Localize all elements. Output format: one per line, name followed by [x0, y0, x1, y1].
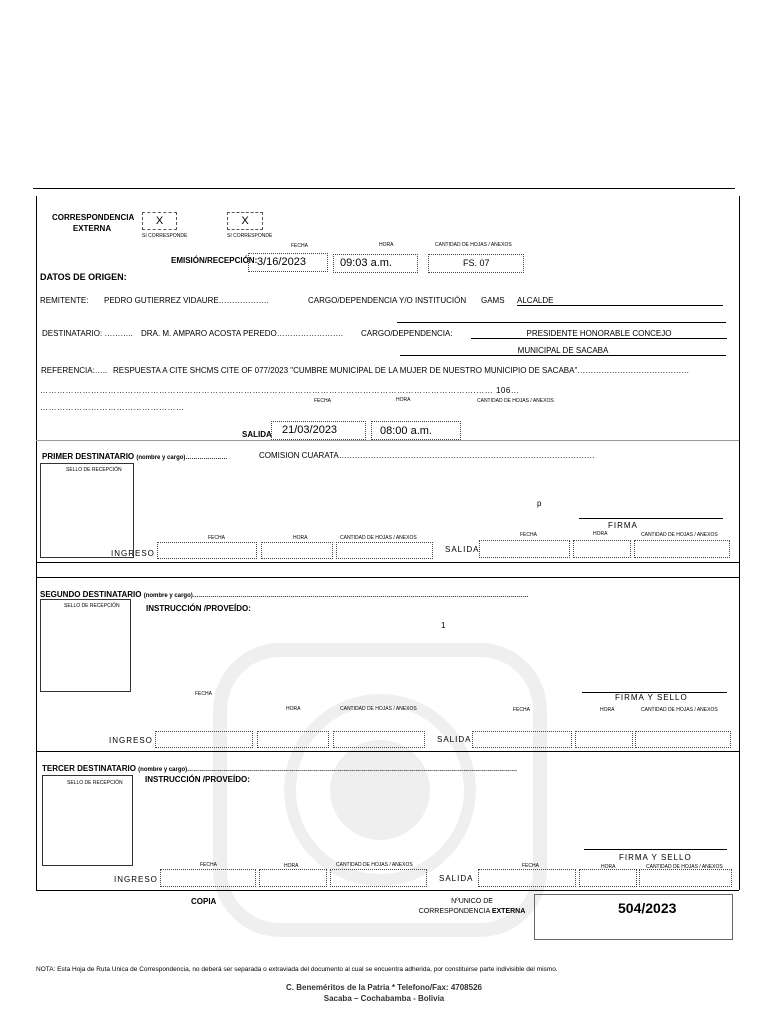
emision-fecha-value: 3/16/2023 [257, 256, 306, 268]
origen-separator [36, 440, 739, 441]
tercer-instruccion-label: INSTRUCCIÓN /PROVEÍDO: [145, 775, 250, 784]
primer-sello-label: SELLO DE RECEPCIÓN [66, 467, 122, 473]
segundo-hojas-header-2: CANTIDAD DE HOJAS / ANEXOS [641, 707, 718, 713]
cargo-underline-2 [397, 322, 726, 323]
tercer-sello-label: SELLO DE RECEPCIÓN [67, 780, 123, 786]
destinatario-value: DRA. M. AMPARO ACOSTA PEREDO……………………. [141, 329, 343, 338]
tercer-ingreso-label: INGRESO [114, 875, 158, 884]
tercer-title [42, 764, 722, 773]
dest-cargo-value-2: MUNICIPAL DE SACABA [517, 346, 609, 355]
numero-label-3: EXTERNA [491, 908, 526, 915]
referencia-value: RESPUESTA A CITE SHCMS CITE OF 077/2023 "CUMBRE MUNICIPAL DE LA MUJER DE NUESTRO MUNICIPIO DE SACABA"…………………………………… [113, 366, 690, 375]
tercer-title-text: TERCER DESTINATARIO [42, 764, 136, 773]
numero-label-1: NºUNICO DE [451, 898, 493, 905]
segundo-title-suffix: (nombre y cargo)…………………………………………………………………………………………………………………………………………………… [143, 593, 529, 599]
tercer-sello-box [42, 775, 133, 866]
primer-hojas-header-2: CANTIDAD DE HOJAS / ANEXOS [641, 532, 718, 538]
address-line-2: Sacaba – Cochabamba - Bolivia [323, 994, 445, 1003]
address-line-1: C. Beneméritos de la Patria * Telefono/Fax: 4708526 [286, 983, 482, 992]
segundo-ingreso-fecha[interactable] [155, 731, 253, 748]
primer-firma-line [579, 518, 723, 519]
salida-fecha-value: 21/03/2023 [282, 424, 338, 436]
primer-separator [36, 562, 739, 563]
segundo-firma-label: FIRMA Y SELLO [615, 693, 688, 702]
primer-hojas-header: CANTIDAD DE HOJAS / ANEXOS [340, 535, 417, 541]
tercer-fecha-header-2: FECHA [522, 863, 539, 869]
primer-ingreso-label: INGRESO [111, 549, 155, 558]
primer-ingreso-fecha[interactable] [157, 542, 257, 559]
segundo-title-text: SEGUNDO DESTINATARIO [40, 590, 142, 599]
salida-hora-field[interactable] [371, 421, 461, 440]
primer-salida-fecha[interactable] [479, 540, 570, 558]
numero-label [412, 897, 532, 917]
segundo-ingreso-label: INGRESO [109, 736, 153, 745]
segundo-hojas-header: CANTIDAD DE HOJAS / ANEXOS [340, 706, 417, 712]
tercer-ingreso-hojas[interactable] [330, 869, 427, 887]
primer-fecha-header-2: FECHA [520, 532, 537, 538]
cargo-label: CARGO/DEPENDENCIA Y/O INSTITUCIÓN [308, 296, 467, 305]
top-rule [33, 188, 735, 189]
primer-fecha-header: FECHA [208, 535, 225, 541]
origen-fecha-header: FECHA [314, 398, 331, 404]
tercer-hojas-header: CANTIDAD DE HOJAS / ANEXOS [336, 862, 413, 868]
tercer-salida-fecha[interactable] [478, 869, 576, 887]
destinatario-label: DESTINATARIO: ……….. [42, 329, 133, 338]
primer-ingreso-hojas[interactable] [336, 542, 433, 559]
dest-cargo-label: CARGO/DEPENDENCIA: [361, 329, 453, 338]
segundo-title [40, 590, 730, 599]
watermark-seal [210, 640, 550, 940]
primer-title [42, 452, 227, 461]
fecha-header: FECHA [291, 243, 308, 249]
bottom-border [36, 890, 739, 891]
segundo-sello-label: SELLO DE RECEPCIÓN [64, 603, 120, 609]
primer-title-suffix: (nombre y cargo)………………… [136, 455, 228, 461]
check-mark-2: X [241, 215, 249, 227]
cargo-value-puesto: ALCALDE [517, 296, 554, 305]
primer-sello-box [40, 463, 134, 558]
correspondencia-externa-label: CORRESPONDENCIA EXTERNA [52, 213, 135, 233]
primer-value: COMISION CUARATA…………………………………………………………………………………… [259, 451, 595, 460]
primer-firma-label: FIRMA [608, 521, 638, 530]
datos-origen-title: DATOS DE ORIGEN: [40, 272, 127, 282]
segundo-ingreso-hojas[interactable] [333, 731, 425, 748]
tercer-hora-header-2: HORA [601, 864, 616, 870]
emision-hojas-value: FS. 07 [463, 258, 490, 268]
emision-label: EMISIÓN/RECEPCIÓN: [171, 256, 258, 265]
segundo-ingreso-hora[interactable] [257, 731, 329, 748]
emision-fecha-field[interactable] [248, 253, 328, 272]
segundo-salida-hora[interactable] [575, 731, 633, 748]
numero-label-2: CORRESPONDENCIA [418, 908, 490, 915]
salida-hora-value: 08:00 a.m. [380, 425, 432, 437]
segundo-hora-header-2: HORA [600, 707, 615, 713]
segundo-salida-fecha[interactable] [472, 731, 572, 748]
tercer-firma-label: FIRMA Y SELLO [619, 853, 692, 862]
copia-label: COPIA [191, 897, 217, 906]
right-border [739, 196, 740, 890]
check-caption-1: SI CORRESPONDE [142, 233, 188, 239]
primer-salida-label: SALIDA [445, 545, 480, 554]
tercer-salida-hojas[interactable] [639, 869, 732, 887]
primer-separator-2 [36, 577, 739, 578]
dest-cargo-underline-1 [471, 338, 727, 339]
hojas-header: CANTIDAD DE HOJAS / ANEXOS [435, 242, 512, 248]
primer-ingreso-hora[interactable] [261, 542, 333, 559]
segundo-mark: 1 [441, 621, 446, 630]
segundo-fecha-header-2: FECHA [513, 707, 530, 713]
cargo-value-institucion: GAMS [481, 296, 505, 305]
primer-hora-header: HORA [293, 535, 308, 541]
hora-header: HORA [379, 242, 394, 248]
primer-p-mark: p [537, 499, 542, 508]
primer-title-text: PRIMER DESTINATARIO [42, 452, 135, 461]
check-box-2[interactable] [227, 212, 263, 230]
tercer-fecha-header: FECHA [200, 862, 217, 868]
tercer-salida-label: SALIDA [439, 874, 474, 883]
cargo-underline [517, 305, 723, 306]
nota-text: NOTA: Esta Hoja de Ruta Única de Correspondencia, no deberá ser separada o extraviada del documento al cual se encuentra adherida, por constituirse parte indivisible del mismo. [36, 966, 558, 973]
referencia-dots-2: ……………………………………………………………………………………………………………………………………….…… 106… [40, 386, 520, 395]
origen-hojas-header: CANTIDAD DE HOJAS / ANEXOS [477, 398, 554, 404]
tercer-firma-line [584, 849, 727, 850]
emision-hora-value: 09:03 a.m. [340, 257, 392, 269]
numero-value: 504/2023 [618, 900, 677, 916]
tercer-hojas-header-2: CANTIDAD DE HOJAS / ANEXOS [646, 864, 723, 870]
referencia-dots-3: …………………………………………… [40, 403, 185, 412]
segundo-fecha-header: FECHA [195, 691, 212, 697]
tercer-title-suffix: (nombre y cargo)………………………………………………………………………………………………………………………………………………… [138, 767, 518, 773]
tercer-ingreso-fecha[interactable] [160, 869, 256, 887]
left-border [36, 196, 37, 890]
check-mark-1: X [155, 215, 164, 227]
segundo-hora-header: HORA [286, 706, 301, 712]
emision-hora-field[interactable] [333, 254, 418, 273]
segundo-instruccion-label: INSTRUCCIÓN /PROVEÍDO: [146, 604, 251, 613]
check-caption-2: SI CORRESPONDE [227, 233, 273, 239]
check-box-1[interactable] [142, 212, 177, 230]
tercer-hora-header: HORA [284, 863, 299, 869]
segundo-sello-box [40, 599, 131, 692]
referencia-label: REFERENCIA:….. [41, 366, 108, 375]
dest-cargo-underline-2 [400, 355, 726, 356]
segundo-separator [36, 751, 739, 752]
tercer-salida-hora[interactable] [579, 869, 637, 887]
remitente-value: PEDRO GUTIERREZ VIDAURE………………. [104, 296, 269, 305]
emision-hojas-field[interactable] [428, 254, 524, 273]
primer-salida-hora[interactable] [573, 540, 631, 558]
salida-fecha-field[interactable] [271, 421, 366, 440]
dest-cargo-value-1: PRESIDENTE HONORABLE CONCEJO [526, 329, 672, 338]
tercer-ingreso-hora[interactable] [259, 869, 327, 887]
origen-hora-header: HORA [396, 397, 411, 403]
segundo-salida-label: SALIDA [437, 735, 472, 744]
remitente-label: REMITENTE: [40, 296, 89, 305]
segundo-salida-hojas[interactable] [635, 731, 731, 748]
salida-label: SALIDA [242, 430, 272, 439]
primer-salida-hojas[interactable] [634, 540, 730, 558]
primer-hora-header-2: HORA [593, 531, 608, 537]
